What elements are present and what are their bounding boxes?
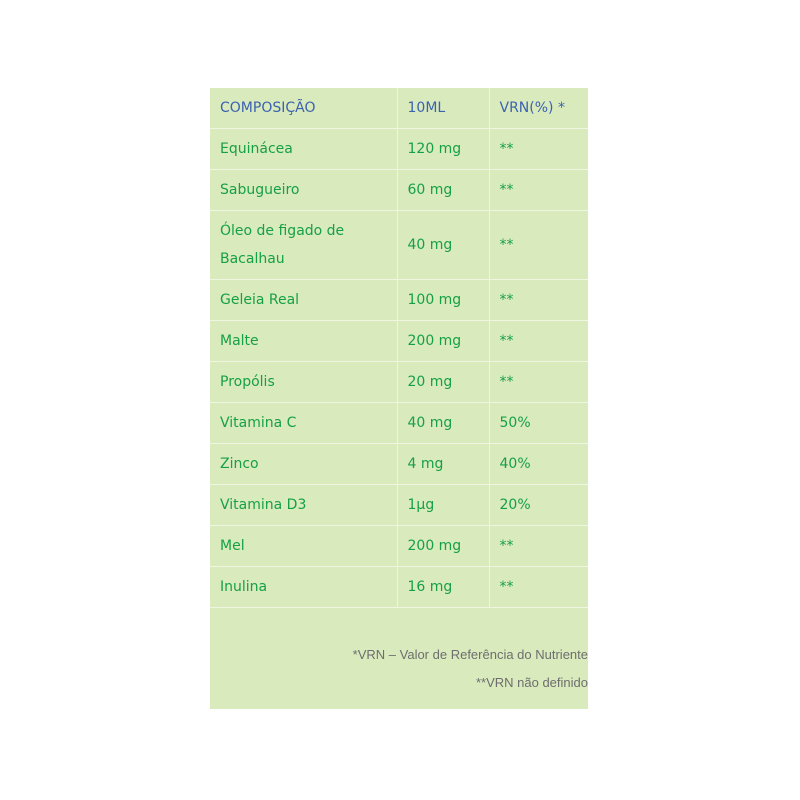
table-row	[210, 403, 588, 444]
ingredient-vrn: **	[489, 211, 588, 280]
ingredient-amount: 1µg	[397, 485, 489, 526]
ingredient-vrn: **	[489, 129, 588, 170]
footnote-vrn-undefined: **VRN não definido	[475, 675, 588, 690]
table-row	[210, 211, 588, 280]
ingredient-name: Equinácea	[210, 129, 397, 170]
composition-table	[210, 88, 588, 608]
header-composition: COMPOSIÇÃO	[210, 88, 397, 129]
ingredient-amount: 120 mg	[397, 129, 489, 170]
ingredient-vrn: **	[489, 321, 588, 362]
ingredient-amount: 40 mg	[397, 403, 489, 444]
ingredient-vrn: **	[489, 526, 588, 567]
composition-panel	[210, 88, 588, 709]
table-row	[210, 485, 588, 526]
ingredient-amount: 60 mg	[397, 170, 489, 211]
footnote-vrn-definition: *VRN – Valor de Referência do Nutriente	[352, 647, 588, 662]
table-row	[210, 170, 588, 211]
ingredient-name: Malte	[210, 321, 397, 362]
ingredient-name: Geleia Real	[210, 280, 397, 321]
table-row	[210, 362, 588, 403]
ingredient-amount: 4 mg	[397, 444, 489, 485]
table-row	[210, 280, 588, 321]
ingredient-amount: 16 mg	[397, 567, 489, 608]
ingredient-vrn: **	[489, 280, 588, 321]
table-row	[210, 444, 588, 485]
footnotes	[353, 641, 588, 697]
ingredient-vrn: **	[489, 567, 588, 608]
ingredient-vrn: **	[489, 170, 588, 211]
ingredient-name: Mel	[210, 526, 397, 567]
ingredient-name: Sabugueiro	[210, 170, 397, 211]
ingredient-amount: 200 mg	[397, 321, 489, 362]
table-row	[210, 321, 588, 362]
ingredient-name: Óleo de figado de Bacalhau	[210, 211, 397, 280]
table-row	[210, 567, 588, 608]
ingredient-name: Vitamina D3	[210, 485, 397, 526]
ingredient-vrn: 20%	[489, 485, 588, 526]
header-vrn: VRN(%) *	[489, 88, 588, 129]
table-header-row	[210, 88, 588, 129]
table-row	[210, 526, 588, 567]
ingredient-amount: 200 mg	[397, 526, 489, 567]
ingredient-amount: 100 mg	[397, 280, 489, 321]
ingredient-amount: 20 mg	[397, 362, 489, 403]
ingredient-vrn: **	[489, 362, 588, 403]
ingredient-name: Zinco	[210, 444, 397, 485]
header-amount: 10ML	[397, 88, 489, 129]
ingredient-amount: 40 mg	[397, 211, 489, 280]
ingredient-vrn: 40%	[489, 444, 588, 485]
ingredient-name: Propólis	[210, 362, 397, 403]
ingredient-name: Inulina	[210, 567, 397, 608]
ingredient-vrn: 50%	[489, 403, 588, 444]
table-row	[210, 129, 588, 170]
ingredient-name: Vitamina C	[210, 403, 397, 444]
